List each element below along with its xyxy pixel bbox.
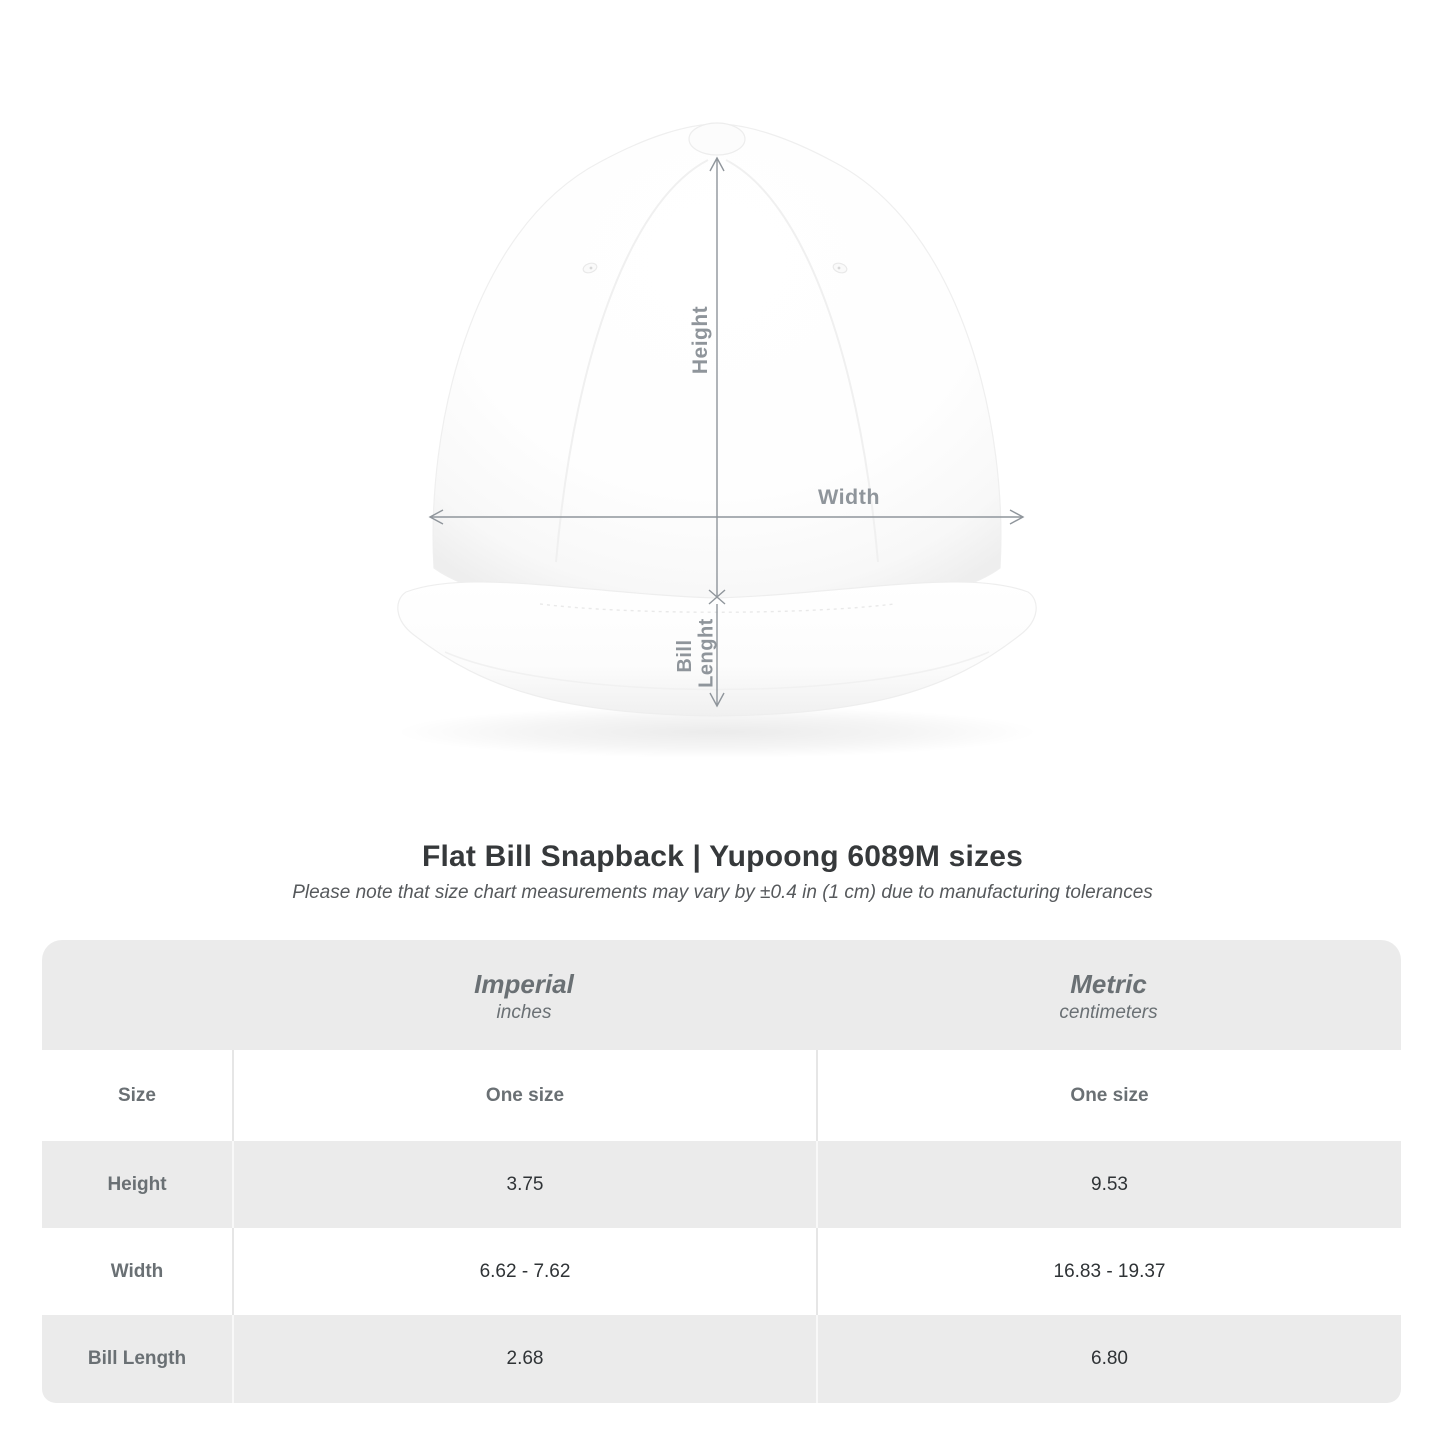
imperial-column-title: Imperial [474,969,574,1000]
hat-illustration [390,100,1050,760]
row-label: Height [107,1173,167,1195]
imperial-column-header [232,940,816,1050]
height-label: Height [689,305,712,375]
imperial-value: One size [232,1050,816,1141]
imperial-column-unit: inches [496,1002,552,1024]
metric-value: 6.80 [816,1315,1401,1403]
metric-column-title: Metric [1070,969,1147,1000]
page-subtitle: Please note that size chart measurements may vary by ±0.4 in (1 cm) due to manufacturing tolerances [292,882,1153,903]
metric-column-unit: centimeters [1059,1002,1158,1024]
bill-length-label-line1: Bill [674,639,696,673]
row-label: Bill Length [87,1348,187,1369]
hat-size-diagram [390,100,1050,760]
table-row-height [42,1141,1401,1228]
row-label: Width [110,1260,164,1282]
bill-length-label-line2: Lenght [695,618,718,688]
width-label: Width [817,485,881,509]
metric-value: 16.83 - 19.37 [816,1228,1401,1315]
imperial-value: 6.62 - 7.62 [232,1228,816,1315]
metric-value: One size [816,1050,1401,1141]
table-row-bill-length [42,1315,1401,1403]
size-table-header [42,940,1401,1050]
metric-value: 9.53 [816,1141,1401,1228]
hat-top-button [689,123,745,155]
imperial-value: 2.68 [232,1315,816,1403]
table-row-size [42,1050,1401,1141]
page-title: Flat Bill Snapback | Yupoong 6089M sizes [421,840,1023,873]
metric-column-header [816,940,1401,1050]
imperial-value: 3.75 [232,1141,816,1228]
row-label: Size [117,1084,157,1106]
size-table [42,940,1401,1403]
table-row-width [42,1228,1401,1315]
